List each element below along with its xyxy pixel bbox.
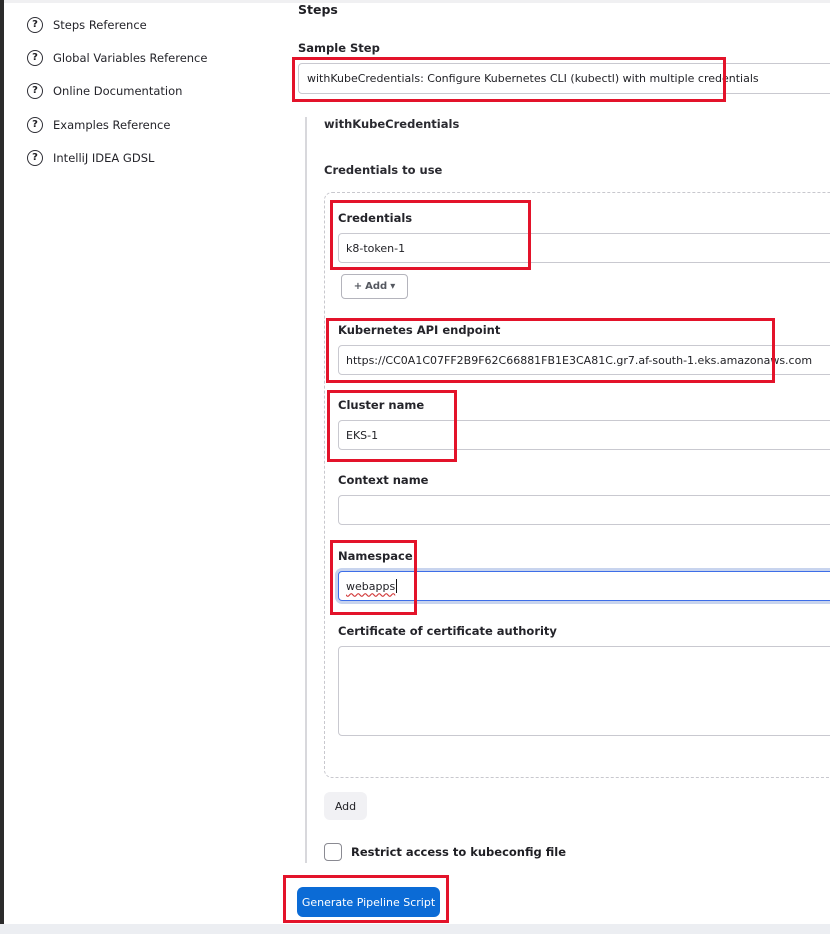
add-button[interactable]: Add <box>324 792 367 820</box>
help-circle-icon: ? <box>27 117 43 133</box>
context-name-label: Context name <box>338 473 429 487</box>
certificate-label: Certificate of certificate authority <box>338 624 557 638</box>
section-title: Steps <box>298 2 338 17</box>
sidebar-item-label: IntelliJ IDEA GDSL <box>53 151 155 165</box>
restrict-kubeconfig-label[interactable]: Restrict access to kubeconfig file <box>351 845 567 859</box>
chevron-down-icon: ▾ <box>390 281 396 292</box>
step-config-rail <box>305 117 307 863</box>
sidebar-item-intellij-idea-gdsl[interactable] <box>27 148 154 168</box>
credentials-to-use-label: Credentials to use <box>324 163 443 177</box>
certificate-textarea[interactable] <box>338 646 830 736</box>
help-circle-icon: ? <box>27 50 43 66</box>
text-caret <box>396 579 397 593</box>
api-endpoint-label: Kubernetes API endpoint <box>338 323 501 337</box>
credentials-select[interactable] <box>338 233 830 263</box>
sample-step-select[interactable] <box>298 63 830 94</box>
cluster-name-value: EKS-1 <box>346 428 379 442</box>
sidebar-item-global-variables-reference[interactable] <box>27 48 207 68</box>
restrict-kubeconfig-checkbox[interactable] <box>324 843 342 861</box>
sidebar-item-label: Global Variables Reference <box>53 51 208 65</box>
namespace-value: webapps <box>346 579 396 593</box>
sidebar-item-steps-reference[interactable] <box>27 15 147 35</box>
generate-pipeline-script-button[interactable]: Generate Pipeline Script <box>297 887 440 917</box>
credentials-label: Credentials <box>338 211 413 225</box>
bottom-strip <box>0 924 830 934</box>
api-endpoint-value: https://CC0A1C07FF2B9F62C66881FB1E3CA81C.gr7.af-south-1.eks.amazonaws.com <box>346 353 813 367</box>
sample-step-label: Sample Step <box>298 41 380 55</box>
sidebar-item-examples-reference[interactable] <box>27 115 170 135</box>
top-divider <box>4 0 830 3</box>
help-circle-icon: ? <box>27 150 43 166</box>
help-circle-icon: ? <box>27 83 43 99</box>
sidebar-item-online-documentation[interactable] <box>27 81 182 101</box>
namespace-input[interactable] <box>338 571 830 601</box>
add-credentials-dropdown[interactable] <box>341 274 408 299</box>
cluster-name-label: Cluster name <box>338 398 425 412</box>
api-endpoint-input[interactable] <box>338 345 830 375</box>
help-circle-icon: ? <box>27 17 43 33</box>
plus-icon: + <box>353 281 363 292</box>
step-name-heading: withKubeCredentials <box>324 117 460 131</box>
credentials-value: k8-token-1 <box>346 241 406 255</box>
sidebar-item-label: Examples Reference <box>53 118 171 132</box>
window-edge <box>0 0 4 924</box>
context-name-input[interactable] <box>338 495 830 525</box>
cluster-name-input[interactable] <box>338 420 830 450</box>
sidebar-item-label: Online Documentation <box>53 84 183 98</box>
sample-step-value: withKubeCredentials: Configure Kubernetes CLI (kubectl) with multiple credentials <box>307 72 759 85</box>
sidebar-item-label: Steps Reference <box>53 18 147 32</box>
namespace-label: Namespace <box>338 549 413 563</box>
add-credentials-label: Add <box>365 281 388 292</box>
